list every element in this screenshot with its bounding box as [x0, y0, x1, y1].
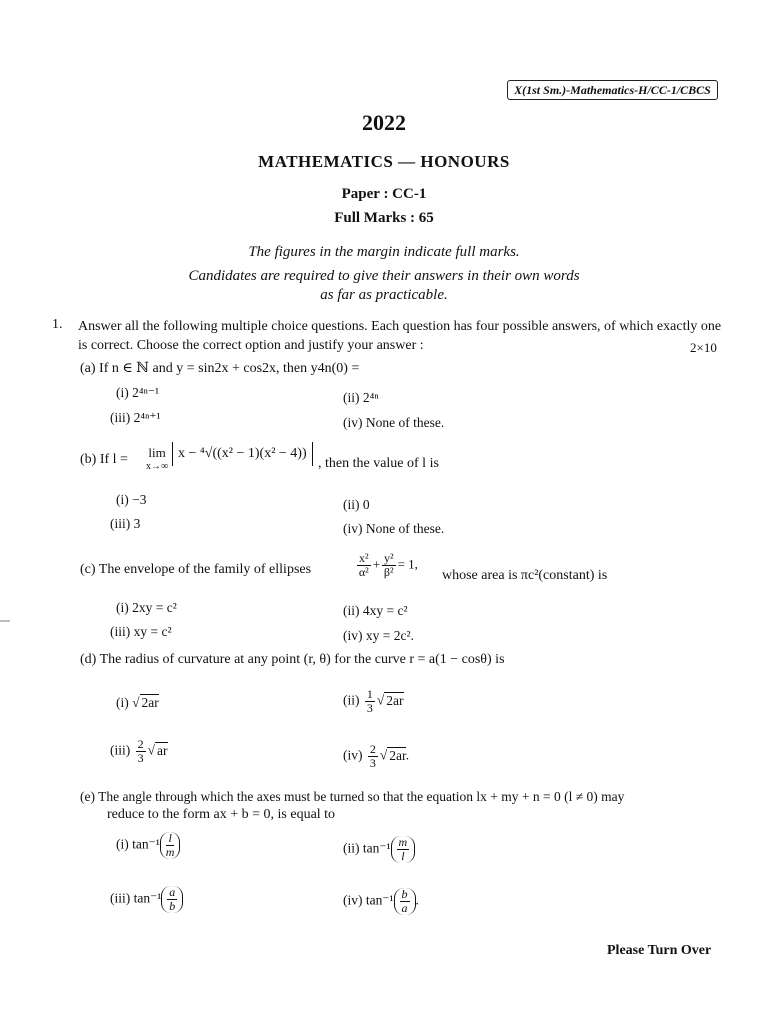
part-d-option-i: (i) √ 2ar [116, 695, 159, 710]
part-b-label: (b) If l = [80, 452, 128, 467]
part-e-option-iv: (iv) tan⁻¹ $\frac{b}{a}$ . [343, 887, 419, 915]
part-d-option-iii: (iii) $\frac{2}{3}$ √ ar [110, 737, 168, 765]
part-e-stem-line-2: reduce to the form ax + b = 0, is equal to [107, 807, 336, 822]
question-number: 1. [52, 317, 63, 332]
part-a-option-i: (i) 2⁴ⁿ⁻¹ [116, 385, 159, 400]
part-b-option-iii: (iii) 3 [110, 516, 141, 531]
part-b-option-iv: (iv) None of these. [343, 521, 445, 536]
part-c-equation: $\frac{\text{x²}}{\text{α²}}$ + $\frac{\text{y²}}{\text{β²}}$ = 1, [358, 551, 418, 579]
instruction-line-2: Candidates are required to give their answers in their own words [188, 268, 580, 284]
part-e-stem-line-1: (e) The angle through which the axes must be turned so that the equation lx + my + n = 0 (l ≠ 0) may [80, 789, 625, 804]
part-d-option-ii: (ii) $\frac{1}{3}$ √ 2ar [343, 687, 404, 715]
part-d-option-iv: (iv) $\frac{2}{3}$ √ 2ar. [343, 742, 410, 770]
margin-mark [0, 620, 10, 622]
part-a-option-iii: (iii) 2⁴ⁿ⁺¹ [110, 410, 161, 425]
part-c-option-iv: (iv) xy = 2c². [343, 628, 414, 643]
part-a-option-ii: (ii) 2⁴ⁿ [343, 390, 379, 405]
instruction-line-3: as far as practicable. [320, 287, 448, 303]
paper-label: Paper : CC-1 [341, 186, 427, 202]
part-e-option-iii: (iii) tan⁻¹ $\frac{a}{b}$ [110, 886, 183, 913]
question-marks: 2×10 [690, 340, 717, 355]
part-c-tail: whose area is πc²(constant) is [442, 568, 608, 583]
page-footer: Please Turn Over [607, 943, 712, 958]
subject-title: MATHEMATICS — HONOURS [258, 152, 510, 171]
part-c-stem: (c) The envelope of the family of ellipses [80, 562, 312, 577]
part-b-expression: x − ⁴√((x² − 1)(x² − 4)) [172, 442, 313, 466]
part-b-tail: , then the value of l is [318, 456, 439, 471]
part-d-stem: (d) The radius of curvature at any point (r, θ) for the curve r = a(1 − cosθ) is [80, 652, 505, 667]
part-c-option-iii: (iii) xy = c² [110, 624, 172, 639]
part-e-option-i: (i) tan⁻¹ $\frac{l}{m}$ [116, 832, 180, 859]
part-a-stem: (a) If n ∈ ℕ and y = sin2x + cos2x, then y4n(0) = [80, 361, 360, 376]
part-b-limit: lim x→∞ [146, 445, 169, 472]
part-c-option-ii: (ii) 4xy = c² [343, 603, 408, 618]
full-marks: Full Marks : 65 [334, 210, 434, 226]
part-b-option-i: (i) −3 [116, 492, 147, 507]
part-b-option-ii: (ii) 0 [343, 497, 370, 512]
exam-year: 2022 [362, 110, 406, 135]
part-e-option-ii: (ii) tan⁻¹ $\frac{m}{l}$ [343, 836, 415, 863]
paper-code: X(1st Sm.)-Mathematics-H/CC-1/CBCS [507, 80, 718, 100]
instruction-line-1: The figures in the margin indicate full marks. [248, 244, 520, 260]
question-text: Answer all the following multiple choice questions. Each question has four possible answers, of which exactly one is correct. Choose the correct option and justify your answer : [78, 319, 722, 353]
part-a-option-iv: (iv) None of these. [343, 415, 445, 430]
part-c-option-i: (i) 2xy = c² [116, 600, 177, 615]
